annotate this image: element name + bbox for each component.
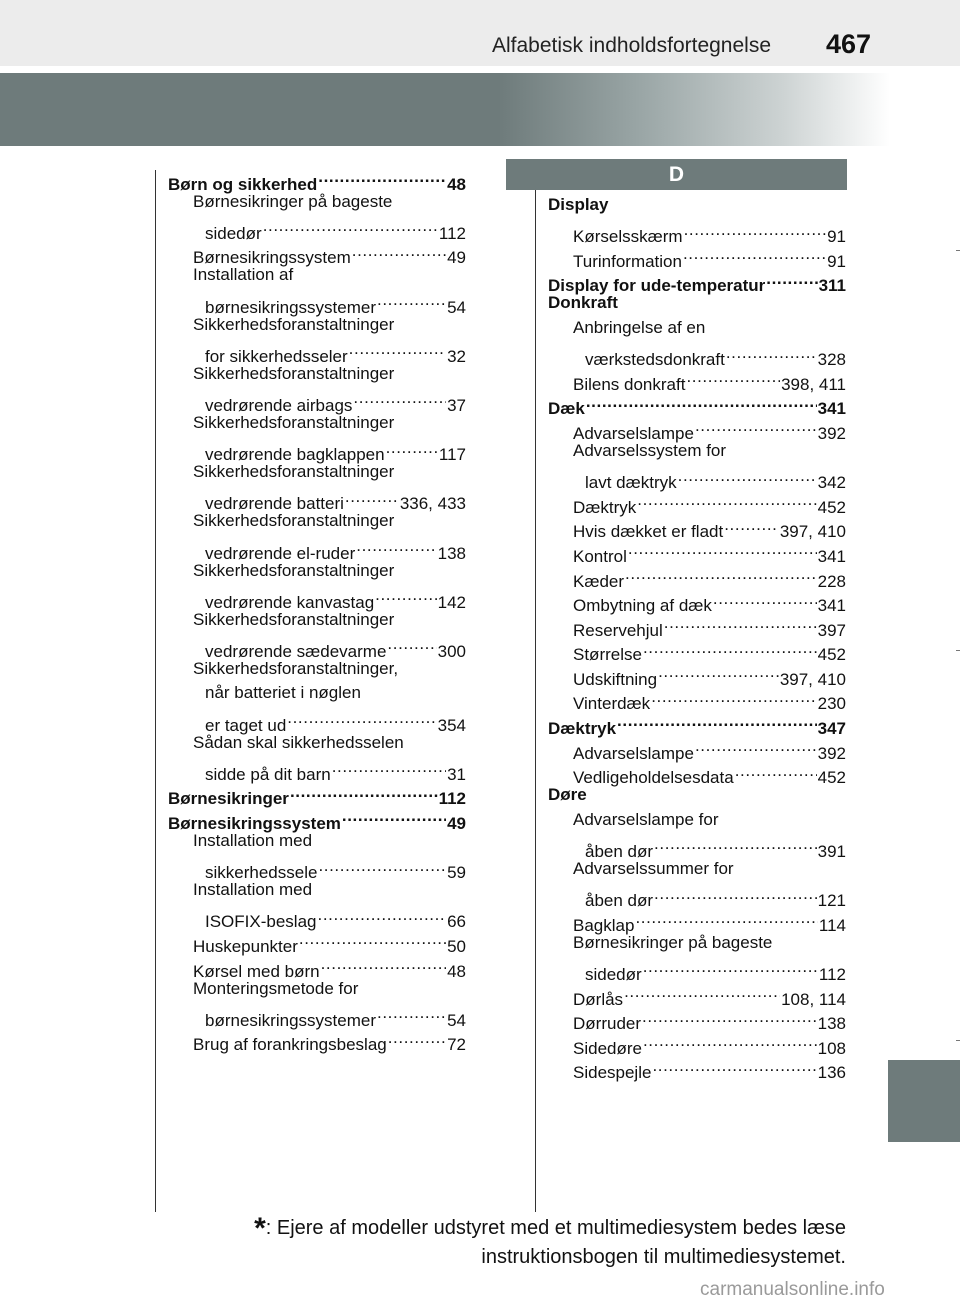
index-column-left <box>168 165 466 1055</box>
index-entry-text: Sikkerhedsforanstaltninger <box>193 560 395 580</box>
index-entry-text: Sidedøre <box>573 1038 642 1058</box>
dot-leader <box>377 288 446 313</box>
index-entry-page: 49 <box>447 814 466 834</box>
index-entry-page: 91 <box>827 251 846 271</box>
dot-leader <box>643 1029 817 1054</box>
index-entry-text: ISOFIX-beslag <box>205 912 317 932</box>
decorative-banner <box>0 73 890 146</box>
index-entry-text: Sikkerhedsforanstaltninger <box>193 609 395 629</box>
index-entry-page: 342 <box>817 473 846 493</box>
index-entry-text: Donkraft <box>548 293 618 313</box>
index-entry <box>548 193 846 218</box>
index-entry-text: vedrørende batteri <box>205 494 344 514</box>
dot-leader <box>624 980 780 1005</box>
index-entry-page: 54 <box>447 1010 466 1030</box>
index-entry-page: 112 <box>438 789 466 809</box>
index-entry-page: 112 <box>818 965 846 984</box>
index-entry-page: 341 <box>817 546 846 566</box>
margin-tick <box>956 1040 960 1041</box>
dot-leader <box>652 1054 816 1079</box>
index-entry-text: Dæk <box>548 399 585 419</box>
dot-leader <box>658 660 779 685</box>
index-entry <box>168 460 466 485</box>
index-entry-text: Advarselslampe <box>573 423 694 443</box>
index-entry-text: Brug af forankringsbeslag <box>193 1035 387 1055</box>
index-entry-text: Sikkerhedsforanstaltninger <box>193 314 395 334</box>
footnote <box>200 1214 846 1271</box>
index-entry-page: 108 <box>817 1038 846 1058</box>
index-entry <box>168 386 466 415</box>
dot-leader <box>724 513 779 538</box>
index-entry-text: børnesikringssystemer <box>205 297 376 317</box>
dot-leader <box>726 341 817 366</box>
dot-leader <box>345 485 399 510</box>
index-entry-text: når batteriet i nøglen <box>205 683 361 703</box>
index-entry-text: Sikkerhedsforanstaltninger <box>193 412 395 432</box>
index-entry-page: 452 <box>817 768 846 788</box>
index-entry <box>548 955 846 984</box>
dot-leader <box>683 242 826 267</box>
index-entry-text: Dæktryk <box>548 719 617 739</box>
dot-leader <box>735 759 817 784</box>
index-entry <box>168 1001 466 1030</box>
index-entry <box>548 464 846 493</box>
index-entry-page: 32 <box>447 346 466 366</box>
index-entry <box>548 390 846 419</box>
dot-leader <box>263 214 438 239</box>
footnote-line-1 <box>200 1214 846 1243</box>
index-entry-text: Sikkerhedsforanstaltninger, <box>193 658 399 678</box>
index-entry <box>168 337 466 366</box>
index-entry-page: 452 <box>817 497 846 517</box>
index-entry-text: vedrørende kanvastag <box>205 592 375 612</box>
index-entry <box>168 288 466 317</box>
index-entry <box>548 341 846 370</box>
dot-leader <box>386 436 438 461</box>
index-entry-text: Hvis dækket er fladt <box>573 522 724 542</box>
index-entry-text: Advarselslampe for <box>573 809 719 829</box>
index-entry-text: Installation af <box>193 265 294 285</box>
index-entry-text: vedrørende sædevarme <box>205 641 387 661</box>
dot-leader <box>637 488 816 513</box>
dot-leader <box>290 780 438 805</box>
dot-leader <box>643 955 818 980</box>
index-entry-text: vedrørende el-ruder <box>205 543 356 563</box>
index-entry <box>168 362 466 387</box>
index-entry-page: 300 <box>437 641 466 661</box>
index-entry-text: Kæder <box>573 571 625 591</box>
index-entry-text: Størrelse <box>573 645 642 665</box>
index-entry-page: 397 <box>817 620 846 640</box>
dot-leader <box>628 537 817 562</box>
dot-leader <box>686 365 780 390</box>
index-entry <box>168 854 466 883</box>
index-entry <box>548 316 846 341</box>
index-entry <box>168 706 466 735</box>
index-entry-text: Sådan skal sikkerhedsselen <box>193 732 404 752</box>
dot-leader <box>375 583 436 608</box>
index-entry-page: 398, 411 <box>781 374 846 394</box>
index-entry <box>168 313 466 338</box>
footnote-text-1: : Ejere af modeller udstyret med et multimediesystem bedes læse <box>265 1217 846 1239</box>
dot-leader <box>356 534 436 559</box>
index-entry-text: Kørsel med børn <box>193 961 320 981</box>
dot-leader <box>318 165 446 190</box>
index-entry-text: Advarselssummer for <box>573 859 734 879</box>
index-entry <box>548 808 846 833</box>
column-divider-left <box>155 170 156 1212</box>
index-entry-text: Sikkerhedsforanstaltninger <box>193 511 395 531</box>
index-entry-text: Børnesikringer på bageste <box>193 191 393 211</box>
index-entry-page: 142 <box>437 592 466 612</box>
index-entry-text: er taget ud <box>205 715 287 735</box>
index-entry-page: 117 <box>438 445 466 465</box>
index-entry-text: Anbringelse af en <box>573 317 706 337</box>
index-entry-text: Display <box>548 195 609 214</box>
index-entry-text: Installation med <box>193 880 313 900</box>
index-entry-page: 138 <box>817 1014 846 1034</box>
index-entry-text: Børn og sikkerhed <box>168 174 318 194</box>
index-entry-page: 91 <box>827 227 846 247</box>
index-entry-page: 347 <box>817 719 846 739</box>
dot-leader <box>617 709 817 734</box>
index-entry-text: vedrørende bagklappen <box>205 445 385 465</box>
dot-leader <box>388 1026 446 1051</box>
dot-leader <box>684 218 827 243</box>
dot-leader <box>642 1005 817 1030</box>
index-entry-text: åben dør <box>585 891 654 911</box>
index-entry <box>168 681 466 706</box>
dot-leader <box>625 562 817 587</box>
index-entry-text: åben dør <box>585 842 654 862</box>
index-entry-text: Kontrol <box>573 546 627 566</box>
dot-leader <box>766 267 817 292</box>
index-entry-text: Bilens donkraft <box>573 374 686 394</box>
index-entry <box>168 583 466 612</box>
dot-leader <box>287 706 436 731</box>
index-entry <box>168 731 466 756</box>
index-entry-text: for sikkerhedsseler <box>205 346 348 366</box>
dot-leader <box>695 414 817 439</box>
index-entry <box>168 214 466 243</box>
index-entry-page: 72 <box>447 1035 466 1055</box>
index-entry-text: Vedligeholdelsesdata <box>573 768 734 788</box>
dot-leader <box>387 632 436 657</box>
dot-leader <box>318 854 446 879</box>
index-entry-page: 392 <box>817 743 846 763</box>
index-entry-text: Børnesikringssystem <box>193 248 351 268</box>
index-entry-text: vedrørende airbags <box>205 395 353 415</box>
index-entry-page: 354 <box>437 715 466 735</box>
index-entry-text: sidedør <box>205 223 262 243</box>
index-column-right <box>548 193 846 1083</box>
dot-leader <box>635 906 817 931</box>
index-entry-page: 397, 410 <box>779 669 846 689</box>
dot-leader <box>342 804 446 829</box>
dot-leader <box>678 464 817 489</box>
index-entry-text: børnesikringssystemer <box>205 1010 376 1030</box>
index-entry-text: Dørlås <box>573 989 624 1009</box>
index-entry-text: Udskiftning <box>573 669 658 689</box>
header-strip <box>0 0 960 66</box>
index-entry-text: værkstedsdonkraft <box>585 350 725 370</box>
index-entry-text: sidde på dit barn <box>205 764 331 784</box>
section-title: Alfabetisk indholdsfortegnelse <box>492 34 772 57</box>
index-entry-page: 112 <box>438 223 466 243</box>
index-entry-page: 230 <box>817 694 846 714</box>
index-entry-page: 452 <box>817 645 846 665</box>
index-entry-page: 108, 114 <box>781 989 846 1009</box>
index-entry <box>168 411 466 436</box>
index-entry-text: Vinterdæk <box>573 694 651 714</box>
index-entry <box>168 608 466 633</box>
index-entry-text: Installation med <box>193 831 313 851</box>
index-entry-page: 37 <box>447 395 466 415</box>
dot-leader <box>352 239 446 264</box>
index-entry-text: Reservehjul <box>573 620 663 640</box>
index-entry-page: 54 <box>447 297 466 317</box>
index-entry-text: lavt dæktryk <box>585 473 677 493</box>
index-entry <box>168 977 466 1002</box>
index-entry <box>168 657 466 682</box>
index-entry-text: Kørselsskærm <box>573 227 683 247</box>
index-entry <box>548 414 846 443</box>
page-number: 467 <box>826 29 872 59</box>
index-entry <box>168 755 466 784</box>
index-entry-page: 397, 410 <box>779 522 846 542</box>
index-entry-text: Huskepunkter <box>193 937 298 956</box>
index-entry-page: 341 <box>817 596 846 616</box>
index-entry <box>168 534 466 563</box>
index-entry <box>168 903 466 932</box>
dot-leader <box>651 685 816 710</box>
dot-leader <box>353 386 446 411</box>
margin-tick <box>956 250 960 251</box>
index-entry <box>168 632 466 661</box>
index-entry-text: Dæktryk <box>573 497 637 517</box>
index-entry-page: 50 <box>447 937 466 956</box>
dot-leader <box>321 952 446 977</box>
index-entry-text: Børnesikringer på bageste <box>573 932 773 952</box>
dot-leader <box>654 882 817 907</box>
index-entry-page: 228 <box>817 571 846 591</box>
index-entry-page: 391 <box>817 842 846 862</box>
index-entry-text: Dørruder <box>573 1014 642 1034</box>
index-entry-text: Monteringsmetode for <box>193 978 359 998</box>
dot-leader <box>349 337 446 362</box>
index-entry-text: sikkerhedssele <box>205 863 318 883</box>
index-entry <box>548 857 846 882</box>
letter-header: D <box>506 159 847 190</box>
dot-leader <box>695 734 817 759</box>
index-entry-text: Ombytning af dæk <box>573 596 712 616</box>
index-entry <box>548 439 846 464</box>
column-divider-middle <box>535 190 536 1212</box>
index-entry-page: 392 <box>817 423 846 443</box>
index-entry-page: 49 <box>447 248 466 268</box>
dot-leader <box>377 1001 446 1026</box>
dot-leader <box>332 755 446 780</box>
index-entry-page: 48 <box>447 961 466 981</box>
index-entry-text: Bagklap <box>573 915 635 935</box>
index-entry-text: Display for ude-temperatur <box>548 276 766 296</box>
index-entry <box>548 218 846 247</box>
index-entry-text: Børnesikringssystem <box>168 814 341 834</box>
index-entry-page: 66 <box>447 912 466 932</box>
dot-leader <box>318 903 447 928</box>
chapter-side-tab <box>888 1060 960 1142</box>
index-entry-text: Advarselslampe <box>573 743 694 763</box>
index-entry-page: 328 <box>817 350 846 370</box>
footnote-marker: * <box>254 1212 266 1245</box>
index-entry-page: 31 <box>447 764 466 784</box>
margin-tick <box>956 650 960 651</box>
index-entry-page: 121 <box>817 891 846 911</box>
index-entry <box>168 436 466 465</box>
index-entry-page: 136 <box>817 1063 846 1083</box>
index-entry-text: Sikkerhedsforanstaltninger <box>193 462 395 482</box>
index-entry-page: 138 <box>437 543 466 563</box>
index-entry-page: 341 <box>817 399 846 419</box>
dot-leader <box>713 587 817 612</box>
index-entry-page: 311 <box>818 276 846 296</box>
index-entry-page: 48 <box>447 174 466 194</box>
index-entry <box>168 485 466 514</box>
index-entry-text: Sidespejle <box>573 1063 652 1083</box>
watermark: carmanualsonline.info <box>700 1279 885 1300</box>
index-entry-page: 336, 433 <box>399 494 466 514</box>
footnote-line-2: instruktionsbogen til multimediesystemet. <box>481 1246 846 1268</box>
dot-leader <box>654 832 817 857</box>
index-entry-page: 59 <box>447 863 466 883</box>
index-entry <box>168 190 466 215</box>
index-entry-text: Børnesikringer <box>168 789 289 809</box>
index-entry <box>548 882 846 911</box>
index-entry-text: sidedør <box>585 965 642 984</box>
index-entry-page: 114 <box>818 915 846 935</box>
index-entry-text: Døre <box>548 785 587 805</box>
index-entry <box>548 832 846 862</box>
index-entry <box>168 165 466 194</box>
index-entry-text: Turinformation <box>573 251 682 271</box>
dot-leader <box>664 611 817 636</box>
index-entry <box>548 931 846 956</box>
index-entry <box>168 559 466 584</box>
index-entry-text: Advarselssystem for <box>573 440 727 460</box>
dot-leader <box>643 636 817 661</box>
index-entry-text: Sikkerhedsforanstaltninger <box>193 363 395 383</box>
dot-leader <box>299 927 446 952</box>
dot-leader <box>586 390 817 415</box>
